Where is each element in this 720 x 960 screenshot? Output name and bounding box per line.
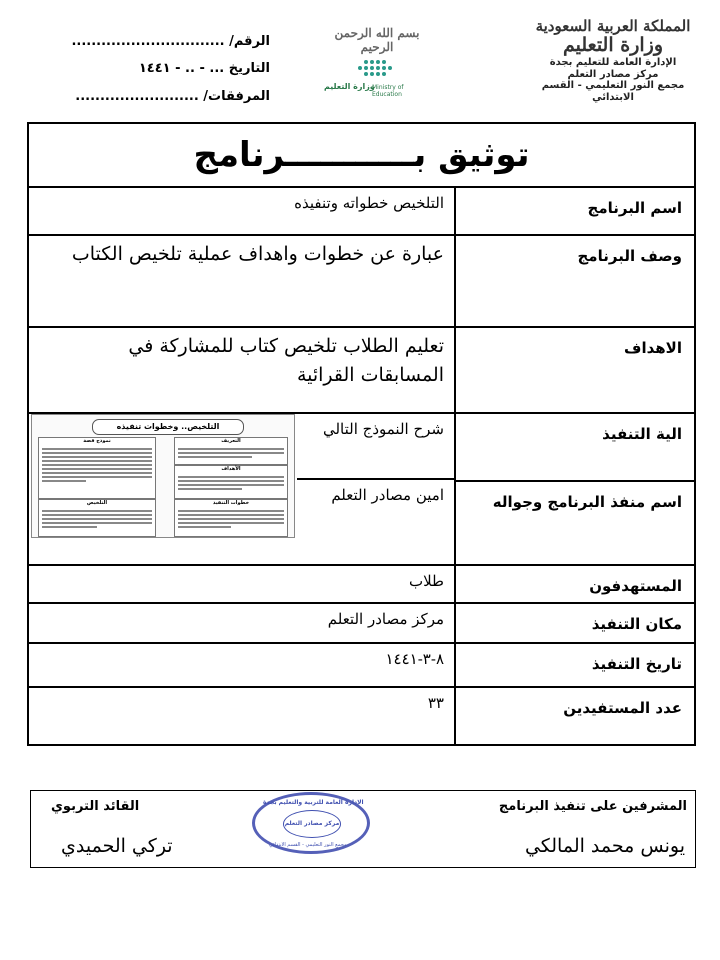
official-stamp <box>252 792 370 854</box>
table-row <box>29 186 694 234</box>
date-line <box>60 55 270 82</box>
table-row <box>29 564 694 602</box>
supervisors-label: المشرفين على تنفيذ البرنامج <box>498 799 687 814</box>
table-row <box>29 234 694 326</box>
thumbnail-box: التلخيص <box>38 499 156 537</box>
row-value: ٣٣ <box>427 694 444 712</box>
row-value: التلخيص خطواته وتنفيذه <box>294 194 444 212</box>
moe-logo-english: Ministry of Education <box>372 84 404 98</box>
row-label: اسم منفذ البرنامج وجواله <box>454 480 694 564</box>
number-value: ............................... <box>71 34 225 49</box>
reference-block <box>60 28 270 110</box>
complex-name: مجمع النور التعليمي - القسم الابتدائي <box>541 80 685 103</box>
row-value: عبارة عن خطوات واهداف عملية تلخيص الكتاب <box>71 243 444 265</box>
title-row <box>29 124 694 186</box>
row-value: امين مصادر التعلم <box>331 486 444 504</box>
row-label: الاهداف <box>454 328 694 412</box>
program-documentation-table <box>27 122 696 746</box>
date-value: ... - .. - ١٤٤١ <box>138 61 225 77</box>
basmala-calligraphy: بسم الله الرحمن الرحيم <box>334 26 420 54</box>
stamp-center-text: مركز مصادر التعلم <box>283 810 341 838</box>
attachments-label: المرفقات/ <box>203 88 270 104</box>
table-row <box>29 602 694 642</box>
thumbnail-title: التلخيص.. وخطوات تنفيذه <box>92 419 244 435</box>
row-label: عدد المستفيدين <box>454 688 694 744</box>
row-value: طلاب <box>408 572 444 590</box>
document-title: توثيق بـــــــــــرنامج <box>193 135 530 175</box>
number-label: الرقم/ <box>229 34 270 49</box>
attachments-line <box>60 83 270 110</box>
ministry-header <box>528 18 698 103</box>
row-label: الية التنفيذ <box>454 414 694 480</box>
thumbnail-box: التعريف <box>174 437 288 465</box>
moe-logo-dots-icon <box>324 58 424 82</box>
row-label: اسم البرنامج <box>454 188 694 234</box>
table-row <box>29 642 694 686</box>
thumbnail-box: الأهداف <box>174 465 288 499</box>
row-label: مكان التنفيذ <box>454 604 694 642</box>
thumbnail-box: نموذج قصة <box>38 437 156 499</box>
stamp-ring-text: الإدارة العامة للتربية والتعليم بجدة <box>263 799 364 806</box>
thumbnail-box: خطوات التنفيذ <box>174 499 288 537</box>
date-label: التاريخ <box>228 61 270 77</box>
stamp-bottom-text: مجمع النور التعليمي - القسم الابتدائي <box>269 842 347 848</box>
row-value: شرح النموذج التالي <box>322 420 444 438</box>
row-value: تعليم الطلاب تلخيص كتاب للمشاركة في المسابقات القرائية <box>128 335 444 387</box>
ministry-name: وزارة التعليم <box>562 34 663 57</box>
directorate-name: الإدارة العامة للتعليم بجدة <box>549 57 677 69</box>
attachments-value: ......................... <box>75 88 199 104</box>
table-row <box>29 326 694 412</box>
inner-divider <box>297 478 454 480</box>
moe-logo-arabic: وزارة التعليم <box>324 82 375 91</box>
table-row <box>29 686 694 744</box>
row-label: المستهدفون <box>454 566 694 602</box>
kingdom-name: المملكة العربية السعودية <box>535 17 691 35</box>
row-label: تاريخ التنفيذ <box>454 644 694 686</box>
row-value: ٨-٣-١٤٤١ <box>385 650 444 668</box>
summary-model-thumbnail <box>31 414 295 538</box>
moe-logo <box>324 58 424 98</box>
leader-name: تركي الحميدي <box>61 835 173 857</box>
row-value: مركز مصادر التعلم <box>327 610 444 628</box>
leader-label: القائد التربوي <box>51 799 140 814</box>
supervisor-name: يونس محمد المالكي <box>524 835 685 857</box>
center-name: مركز مصادر التعلم <box>567 68 659 80</box>
implementation-block <box>29 412 694 564</box>
row-label: وصف البرنامج <box>454 236 694 326</box>
number-line <box>60 28 270 55</box>
